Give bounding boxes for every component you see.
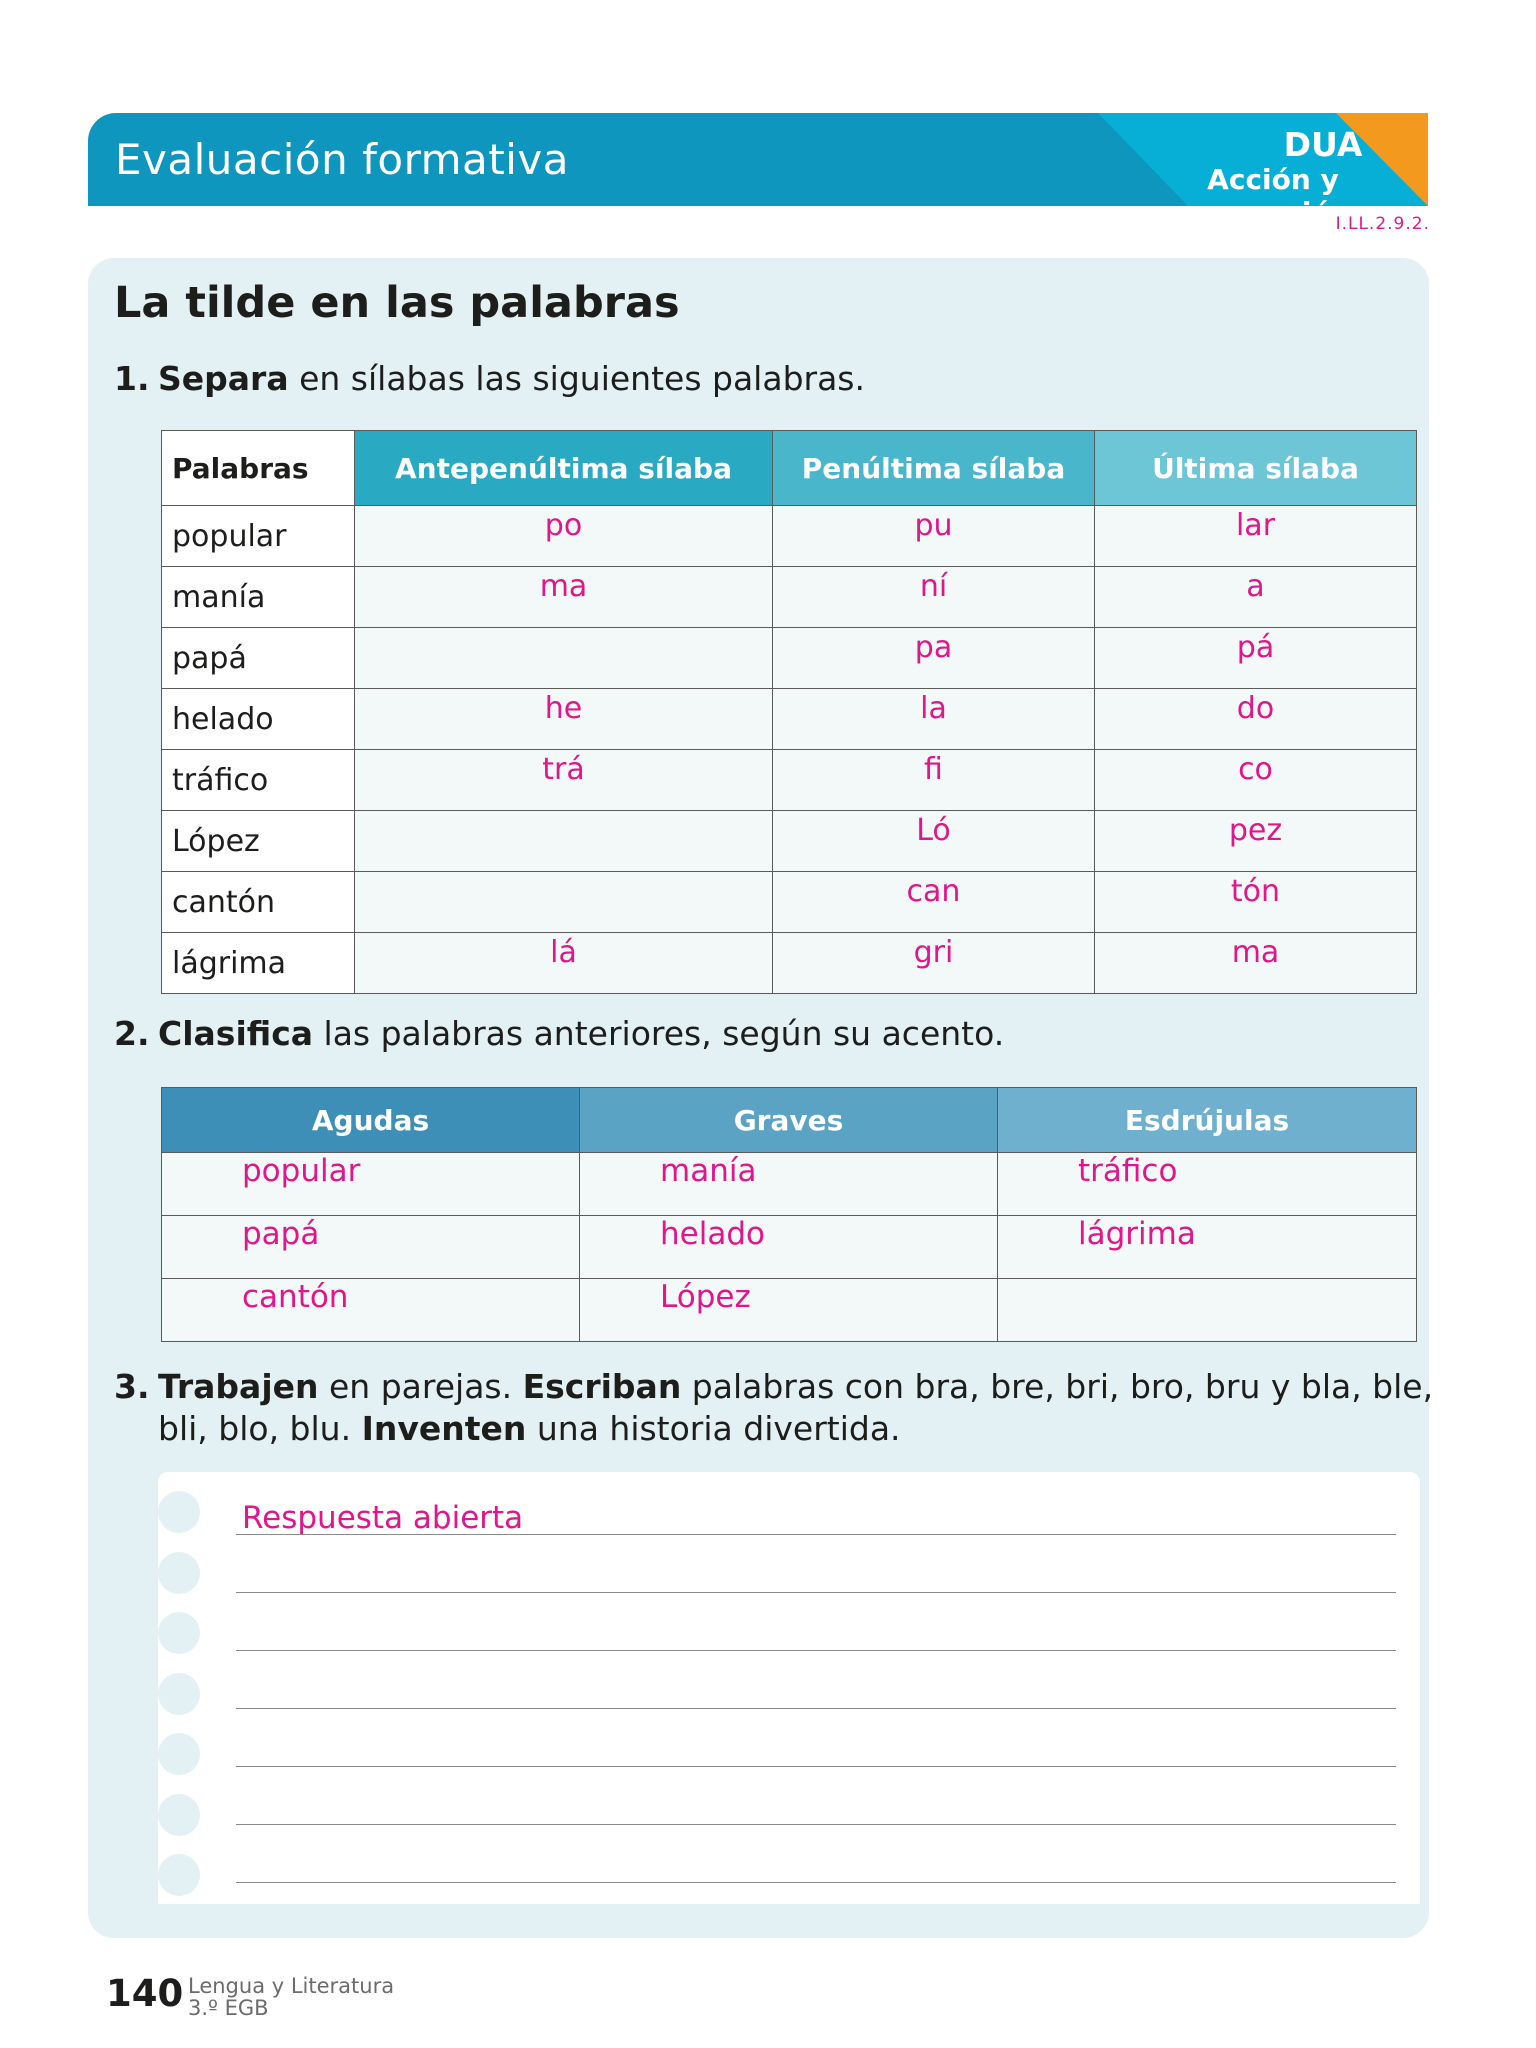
- penultima-cell[interactable]: la: [773, 689, 1095, 750]
- notebook-ring: [158, 1612, 200, 1654]
- dua-badge-subtitle: Acción y expresión: [1195, 163, 1351, 229]
- task-verb-inventen: Inventen: [361, 1409, 527, 1448]
- accent-classification-table: [161, 1087, 1417, 1342]
- syllable-row: [162, 872, 1417, 933]
- esdrujulas-cell[interactable]: [998, 1279, 1417, 1342]
- penultima-cell[interactable]: ní: [773, 567, 1095, 628]
- writing-line[interactable]: [236, 1534, 1396, 1535]
- dua-badge-title: DUA: [1283, 125, 1363, 164]
- graves-cell[interactable]: manía: [580, 1153, 998, 1216]
- ultima-cell[interactable]: do: [1095, 689, 1417, 750]
- writing-line[interactable]: [236, 1766, 1396, 1767]
- task-text: las palabras anteriores, según su acento.: [313, 1014, 1005, 1053]
- syllable-row: [162, 811, 1417, 872]
- notebook-ring: [158, 1491, 200, 1533]
- writing-line[interactable]: [236, 1882, 1396, 1883]
- agudas-cell[interactable]: cantón: [162, 1279, 580, 1342]
- ultima-cell[interactable]: a: [1095, 567, 1417, 628]
- section-title: La tilde en las palabras: [114, 278, 680, 328]
- syllable-row: [162, 750, 1417, 811]
- esdrujulas-cell[interactable]: lágrima: [998, 1216, 1417, 1279]
- task-number: 3.: [114, 1367, 150, 1406]
- writing-line[interactable]: [236, 1708, 1396, 1709]
- syllable-row: [162, 628, 1417, 689]
- task-text: palabras con bra, bre, bri, bro, bru y bla, ble,: [681, 1367, 1434, 1406]
- penultima-cell[interactable]: fi: [773, 750, 1095, 811]
- antepenultima-cell[interactable]: trá: [355, 750, 773, 811]
- indicator-code: I.LL.2.9.2.: [1335, 214, 1430, 234]
- antepenultima-cell[interactable]: po: [355, 506, 773, 567]
- writing-line[interactable]: [236, 1650, 1396, 1651]
- open-answer-text: Respuesta abierta: [242, 1500, 524, 1536]
- header-ultima: Última sílaba: [1095, 431, 1417, 506]
- penultima-cell[interactable]: can: [773, 872, 1095, 933]
- word-cell: helado: [162, 689, 355, 750]
- task-verb-escriban: Escriban: [522, 1367, 682, 1406]
- header-palabras: Palabras: [162, 431, 355, 506]
- esdrujulas-cell[interactable]: tráfico: [998, 1153, 1417, 1216]
- task-number: 1.: [114, 359, 150, 398]
- page-number: 140: [106, 1972, 184, 2015]
- notebook-ring: [158, 1794, 200, 1836]
- word-cell: tráfico: [162, 750, 355, 811]
- penultima-cell[interactable]: Ló: [773, 811, 1095, 872]
- agudas-cell[interactable]: papá: [162, 1216, 580, 1279]
- task-text: en parejas.: [318, 1367, 523, 1406]
- penultima-cell[interactable]: pu: [773, 506, 1095, 567]
- ultima-cell[interactable]: tón: [1095, 872, 1417, 933]
- antepenultima-cell[interactable]: [355, 872, 773, 933]
- word-cell: cantón: [162, 872, 355, 933]
- task-verb: Clasifica: [158, 1014, 314, 1053]
- notebook-ring: [158, 1552, 200, 1594]
- word-cell: papá: [162, 628, 355, 689]
- word-cell: manía: [162, 567, 355, 628]
- agudas-cell[interactable]: popular: [162, 1153, 580, 1216]
- header-esdrujulas: Esdrújulas: [998, 1088, 1417, 1153]
- antepenultima-cell[interactable]: lá: [355, 933, 773, 994]
- word-cell: popular: [162, 506, 355, 567]
- syllable-row: [162, 933, 1417, 994]
- footer-grade: 3.º EGB: [188, 1996, 269, 2020]
- graves-cell[interactable]: helado: [580, 1216, 998, 1279]
- task-1-instruction: [114, 358, 865, 400]
- antepenultima-cell[interactable]: [355, 811, 773, 872]
- antepenultima-cell[interactable]: ma: [355, 567, 773, 628]
- notebook-ring: [158, 1673, 200, 1715]
- footer-subject: [188, 1975, 394, 2019]
- task-2-instruction: [114, 1013, 1004, 1055]
- ultima-cell[interactable]: pá: [1095, 628, 1417, 689]
- antepenultima-cell[interactable]: he: [355, 689, 773, 750]
- writing-notebook: [158, 1472, 1420, 1904]
- word-cell: López: [162, 811, 355, 872]
- penultima-cell[interactable]: gri: [773, 933, 1095, 994]
- classification-row: [162, 1279, 1417, 1342]
- ultima-cell[interactable]: lar: [1095, 506, 1417, 567]
- graves-cell[interactable]: López: [580, 1279, 998, 1342]
- task-3-instruction: [114, 1366, 1433, 1450]
- footer-subject-name: Lengua y Literatura: [188, 1974, 395, 1998]
- header-graves: Graves: [580, 1088, 998, 1153]
- task-text: en sílabas las siguientes palabras.: [288, 359, 865, 398]
- task-verb-trabajen: Trabajen: [158, 1367, 319, 1406]
- header-penultima: Penúltima sílaba: [773, 431, 1095, 506]
- header-agudas: Agudas: [162, 1088, 580, 1153]
- syllable-row: [162, 506, 1417, 567]
- classification-row: [162, 1153, 1417, 1216]
- task-number: 2.: [114, 1014, 150, 1053]
- writing-line[interactable]: [236, 1824, 1396, 1825]
- page-title: Evaluación formativa: [115, 135, 569, 184]
- task-text: bli, blo, blu.: [158, 1409, 362, 1448]
- ultima-cell[interactable]: co: [1095, 750, 1417, 811]
- notebook-ring: [158, 1854, 200, 1896]
- notebook-ring: [158, 1733, 200, 1775]
- classification-row: [162, 1216, 1417, 1279]
- ultima-cell[interactable]: pez: [1095, 811, 1417, 872]
- header-antepenultima: Antepenúltima sílaba: [355, 431, 773, 506]
- antepenultima-cell[interactable]: [355, 628, 773, 689]
- syllable-row: [162, 567, 1417, 628]
- ultima-cell[interactable]: ma: [1095, 933, 1417, 994]
- syllable-row: [162, 689, 1417, 750]
- syllable-table: [161, 430, 1417, 994]
- task-verb: Separa: [158, 359, 289, 398]
- task-text: una historia divertida.: [526, 1409, 901, 1448]
- writing-line[interactable]: [236, 1592, 1396, 1593]
- word-cell: lágrima: [162, 933, 355, 994]
- penultima-cell[interactable]: pa: [773, 628, 1095, 689]
